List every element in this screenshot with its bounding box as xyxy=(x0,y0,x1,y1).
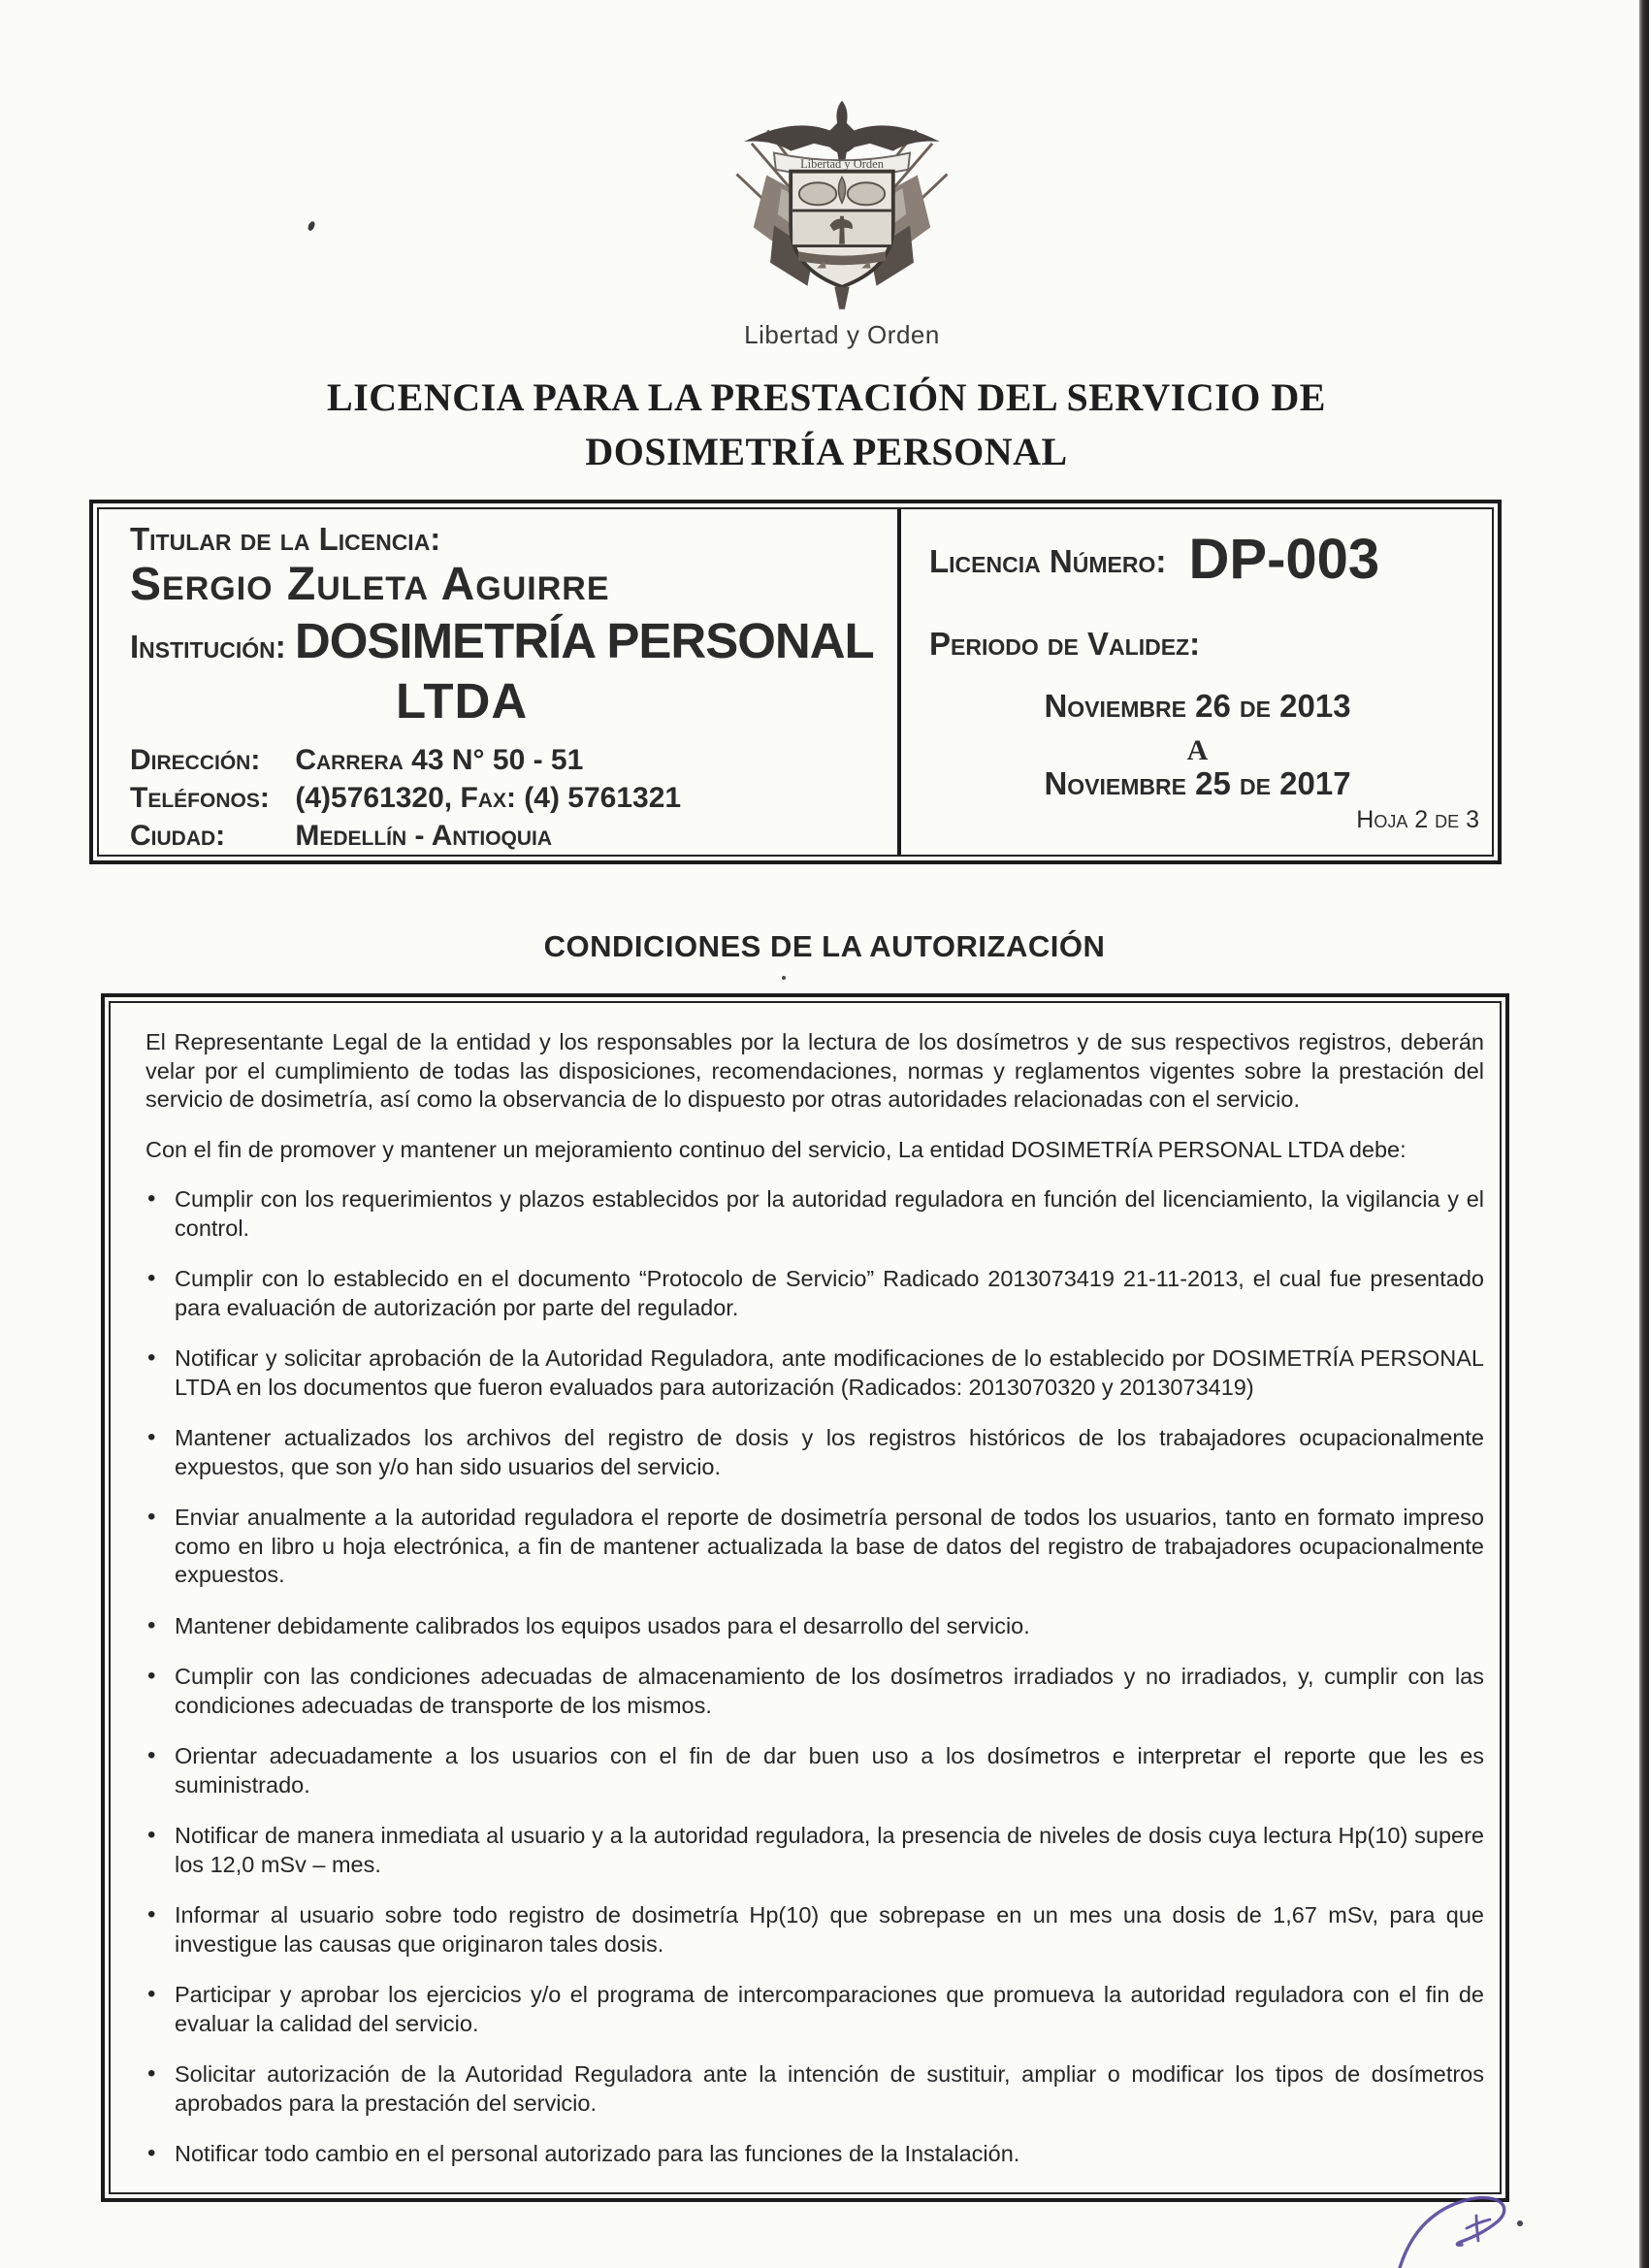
bullet-icon: • xyxy=(147,1663,156,1689)
holder-name: Sergio Zuleta Aguirre xyxy=(130,559,610,610)
bullet-icon: • xyxy=(147,1265,156,1291)
bullet-icon: • xyxy=(147,1345,156,1371)
validity-label: Periodo de Validez: xyxy=(929,626,1201,662)
phones-label: Teléfonos: xyxy=(130,782,270,814)
bullet-icon: • xyxy=(147,1742,156,1768)
institution-label: Institución: xyxy=(130,629,286,664)
phones-row xyxy=(130,782,681,815)
pen-dot xyxy=(1517,2220,1523,2226)
address-row xyxy=(130,744,583,777)
sheet-number: Hoja 2 de 3 xyxy=(1356,806,1479,833)
condition-item: • Mantener actualizados los archivos del registro de dosis y los registros históricos de los trabajadores ocupacionalmente expuestos, que son y/o han sido usuarios del servicio. xyxy=(147,1424,1484,1479)
condition-item: • Notificar y solicitar aprobación de la Autoridad Reguladora, ante modificaciones de lo establecido por DOSIMETRÍA PERSONAL LTDA en los documentos que fueron evaluados para autorización (Radicados: 2013070320 y 2013073419) xyxy=(147,1345,1484,1400)
stray-dot xyxy=(782,976,786,980)
ink-speck xyxy=(307,220,316,231)
license-number-label: Licencia Número: xyxy=(929,543,1167,579)
holder-label: Titular de la Licencia: xyxy=(130,521,441,557)
validity-from-date: Noviembre 26 de 2013 xyxy=(1044,688,1351,724)
condition-item: • Cumplir con los requerimientos y plazos establecidos por la autoridad reguladora en función del licenciamiento, la vigilancia y el control. xyxy=(147,1185,1484,1241)
conditions-intro-paragraph-2: Con el fin de promover y mantener un mejoramiento continuo del servicio, La entidad DOSIMETRÍA PERSONAL LTDA debe: xyxy=(146,1136,1406,1162)
validity-to-date: Noviembre 25 de 2017 xyxy=(1044,765,1351,801)
bullet-icon: • xyxy=(147,2060,156,2087)
conditions-intro-paragraph-1: El Representante Legal de la entidad y los responsables por la lectura de los dosímetros y de sus respectivos registros, deberán velar por el cumplimiento de todas las disposiciones, recomendaciones, normas y reglamentos vigentes sobre la prestación del servicio de dosimetría, así como la observancia de lo dispuesto por otras autoridades relacionadas con el servicio. xyxy=(146,1029,1484,1112)
document-title-line2: DOSIMETRÍA PERSONAL xyxy=(585,430,1068,473)
bullet-icon: • xyxy=(147,1611,156,1638)
condition-item: • Participar y aprobar los ejercicios y/o el programa de intercomparaciones que promueva la autoridad reguladora con el fin de evaluar la calidad del servicio. xyxy=(147,1981,1484,2036)
city-label: Ciudad: xyxy=(130,820,226,852)
conditions-heading: CONDICIONES DE LA AUTORIZACIÓN xyxy=(543,929,1106,963)
address-value: Carrera 43 N° 50 - 51 xyxy=(295,744,584,776)
bullet-icon: • xyxy=(147,1504,156,1530)
conditions-list xyxy=(146,1185,1484,2169)
condition-item: • Orientar adecuadamente a los usuarios con el fin de dar buen uso a los dosímetros e interpretar el reporte que les es suministrado. xyxy=(147,1742,1484,1798)
motto-libertad-y-orden: Libertad y Orden xyxy=(744,320,940,349)
institution-row xyxy=(130,612,874,669)
institution-name-line2: LTDA xyxy=(396,673,529,729)
license-number-row xyxy=(929,527,1379,592)
bullet-icon: • xyxy=(147,1822,156,1848)
document-title xyxy=(2,371,1649,479)
condition-item: • Solicitar autorización de la Autoridad Reguladora ante la intención de sustituir, ampliar o modificar los tipos de dosímetros aprobados para la prestación del servicio. xyxy=(147,2060,1484,2116)
conditions-box xyxy=(101,993,1509,2202)
conditions-content xyxy=(111,1003,1500,2192)
condition-item: • Notificar todo cambio en el personal autorizado para las funciones de la Instalación. xyxy=(147,2140,1020,2166)
signature-mark xyxy=(1339,2173,1533,2268)
condition-item: • Enviar anualmente a la autoridad reguladora el reporte de dosimetría personal de todos los usuarios, tanto en formato impreso como en libro u hoja electrónica, a fin de mantener actualizada la base de datos del registro de trabajadores ocupacionalmente expuestos. xyxy=(147,1504,1484,1587)
validity-connector: A xyxy=(1186,734,1209,766)
city-value: Medellín - Antioquia xyxy=(295,820,553,852)
bullet-icon: • xyxy=(147,1185,156,1212)
license-box-divider xyxy=(897,509,901,855)
colombia-coat-of-arms xyxy=(726,83,958,316)
phones-value: (4)5761320, Fax: (4) 5761321 xyxy=(295,782,682,814)
condition-item: • Cumplir con las condiciones adecuadas de almacenamiento de los dosímetros irradiados y no irradiados, y, cumplir con las condiciones adecuadas de transporte de los mismos. xyxy=(147,1663,1484,1718)
license-info-box xyxy=(89,500,1502,864)
bullet-icon: • xyxy=(147,1424,156,1450)
license-number-value: DP-003 xyxy=(1188,528,1380,591)
bullet-icon: • xyxy=(147,1981,156,2007)
bullet-icon: • xyxy=(147,2140,156,2166)
condition-item: • Notificar de manera inmediata al usuario y a la autoridad reguladora, la presencia de niveles de dosis cuya lectura Hp(10) supere los 12,0 mSv – mes. xyxy=(147,1822,1484,1877)
document-title-line1: LICENCIA PARA LA PRESTACIÓN DEL SERVICIO DE xyxy=(327,375,1326,419)
institution-name-line1: DOSIMETRÍA PERSONAL xyxy=(294,613,874,668)
emblem-ribbon-text: Libertad y Orden xyxy=(800,156,884,171)
condition-item: • Informar al usuario sobre todo registro de dosimetría Hp(10) que sobrepase en un mes una dosis de 1,67 mSv, para que investigue las causas que originaron tales dosis. xyxy=(147,1901,1484,1957)
bullet-icon: • xyxy=(147,1901,156,1928)
city-row xyxy=(130,820,552,853)
address-label: Dirección: xyxy=(130,744,261,776)
condition-item: • Mantener debidamente calibrados los equipos usados para el desarrollo del servicio. xyxy=(147,1611,1030,1638)
condition-item: • Cumplir con lo establecido en el documento “Protocolo de Servicio” Radicado 2013073419 21-11-2013, el cual fue presentado para evaluación de autorización por parte del regulador. xyxy=(147,1265,1484,1320)
